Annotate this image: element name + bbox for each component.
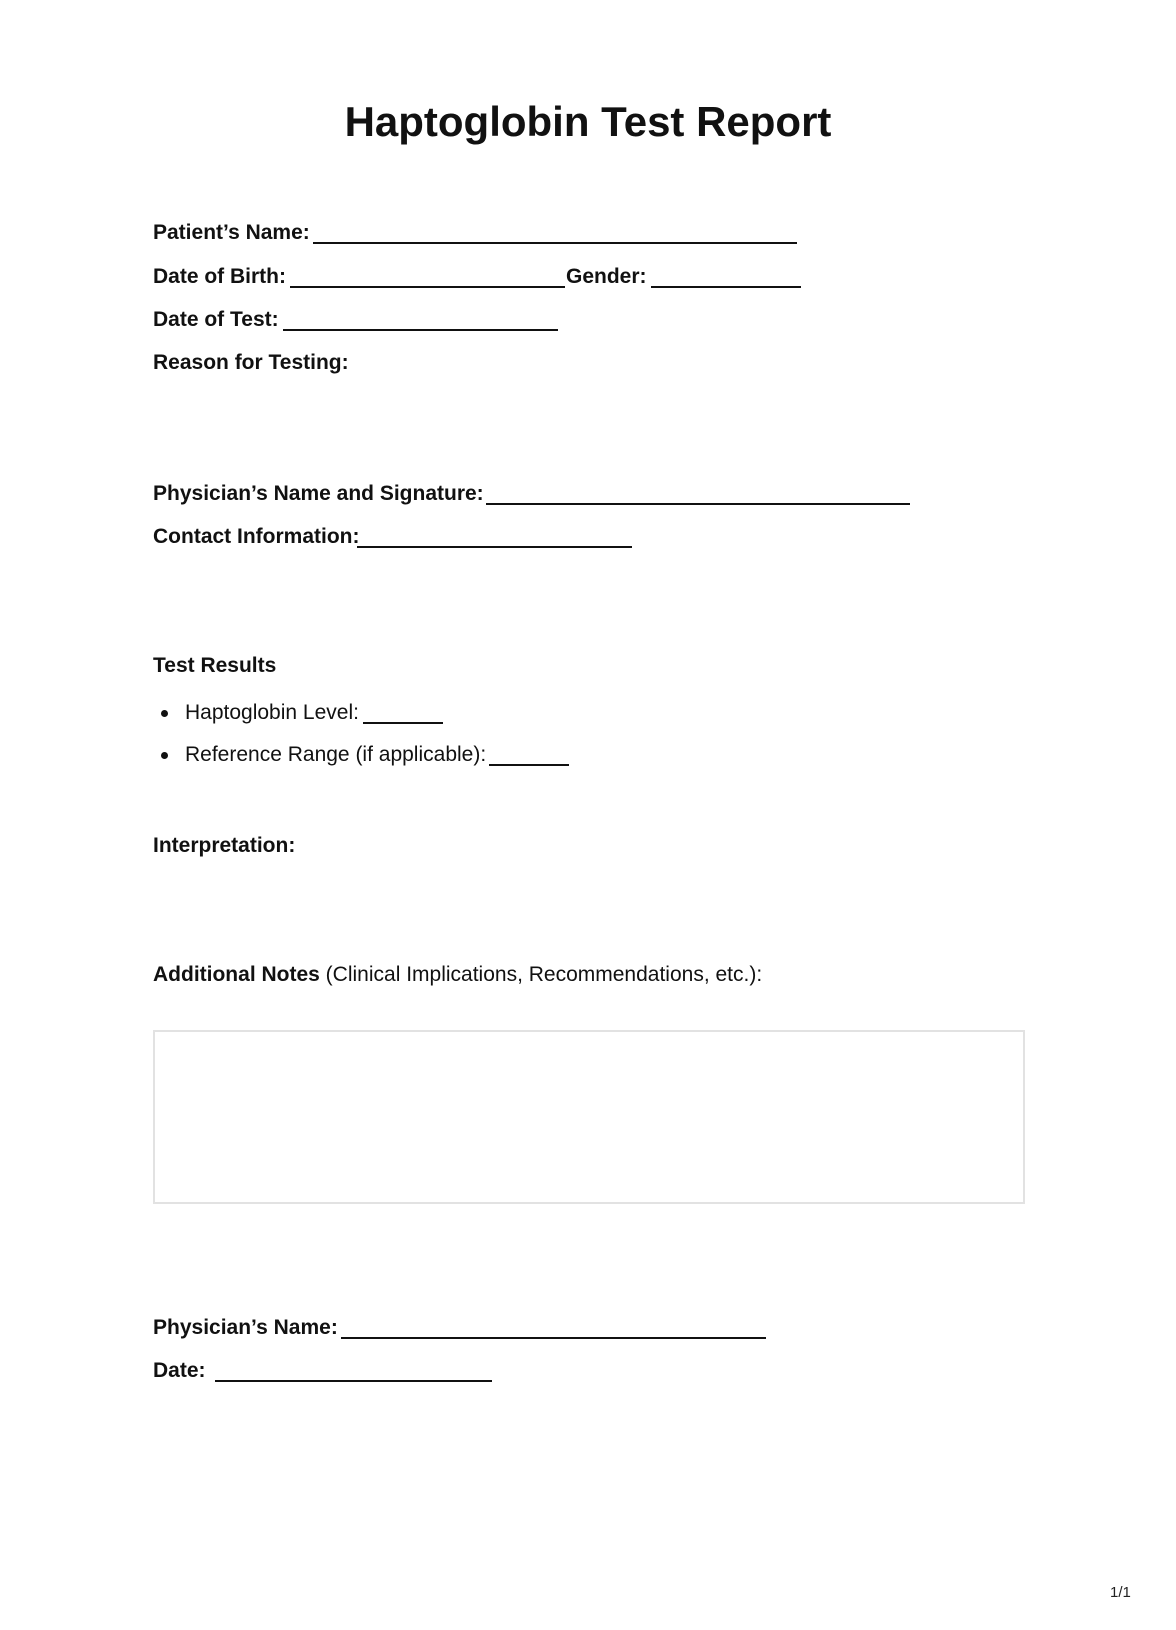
test-results-heading: Test Results	[153, 654, 277, 677]
date-label: Date:	[153, 1359, 206, 1382]
additional-notes-label	[153, 962, 762, 988]
dob-label: Date of Birth:	[153, 265, 286, 288]
reason-label: Reason for Testing:	[153, 351, 349, 374]
gender-label: Gender:	[566, 265, 647, 288]
additional-notes-bold: Additional Notes	[153, 963, 320, 986]
reference-range-label: Reference Range (if applicable):	[185, 743, 487, 766]
page-number: 1/1	[1110, 1584, 1131, 1601]
patient-name-field[interactable]	[313, 242, 797, 244]
contact-field[interactable]	[357, 546, 632, 548]
date-of-test-label: Date of Test:	[153, 308, 279, 331]
haptoglobin-level-label: Haptoglobin Level:	[185, 701, 359, 724]
physician-signature-label: Physician’s Name and Signature:	[153, 482, 484, 505]
additional-notes-box[interactable]	[153, 1030, 1025, 1204]
bullet-icon	[161, 752, 168, 759]
physician-name-field[interactable]	[341, 1337, 766, 1339]
contact-label: Contact Information:	[153, 525, 360, 548]
page-title: Haptoglobin Test Report	[344, 98, 832, 145]
dob-field[interactable]	[290, 286, 565, 288]
interpretation-label: Interpretation:	[153, 834, 296, 857]
date-of-test-field[interactable]	[283, 329, 558, 331]
date-field[interactable]	[215, 1380, 492, 1382]
physician-signature-field[interactable]	[486, 503, 910, 505]
haptoglobin-level-field[interactable]	[363, 722, 443, 724]
bullet-icon	[161, 710, 168, 717]
physician-name-label: Physician’s Name:	[153, 1316, 338, 1339]
list-item	[166, 742, 486, 768]
patient-name-label: Patient’s Name:	[153, 221, 310, 244]
additional-notes-hint: (Clinical Implications, Recommendations, etc.):	[319, 963, 763, 986]
gender-field[interactable]	[651, 286, 801, 288]
list-item	[166, 700, 359, 726]
reference-range-field[interactable]	[489, 764, 569, 766]
